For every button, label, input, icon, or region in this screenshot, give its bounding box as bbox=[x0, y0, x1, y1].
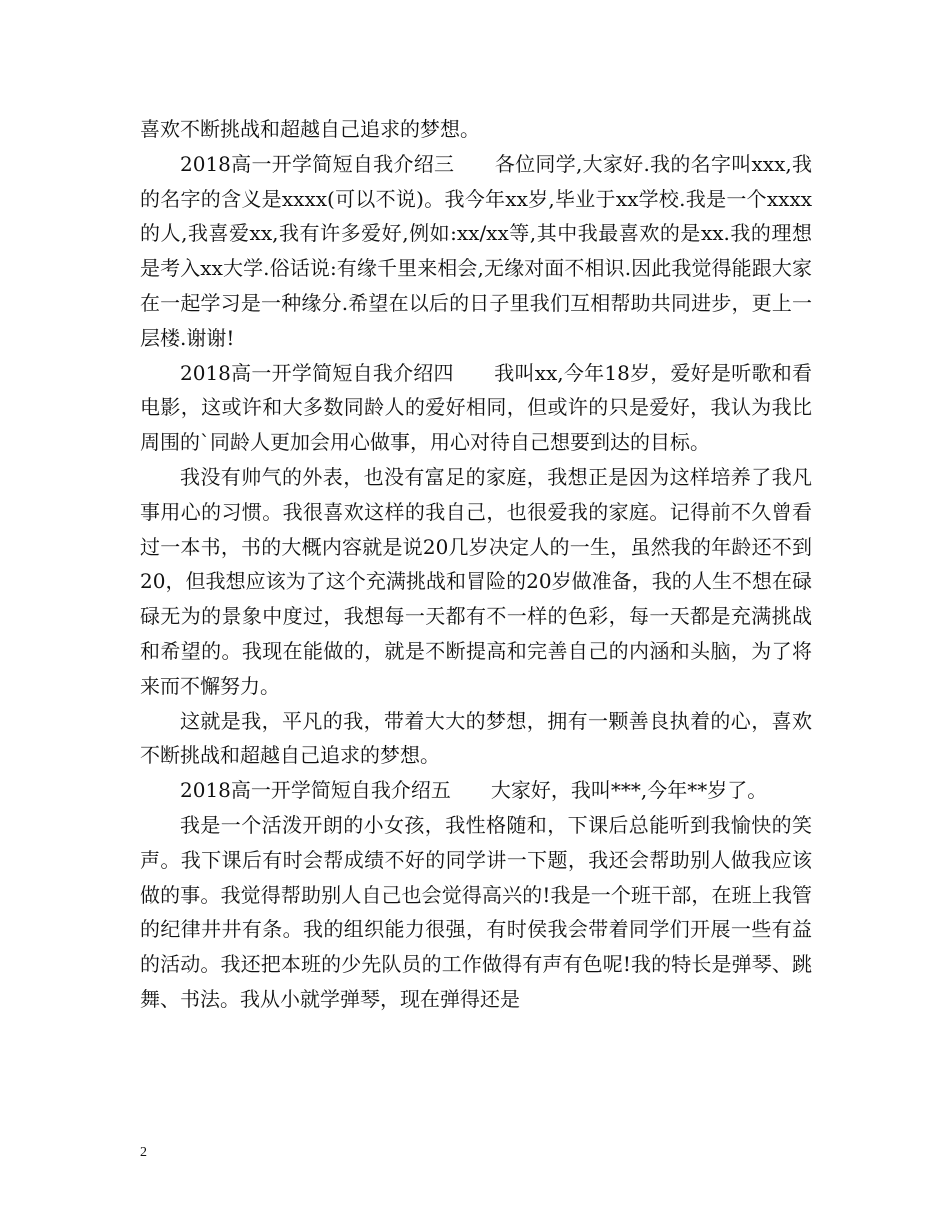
paragraph-continuation: 喜欢不断挑战和超越自己追求的梦想。 bbox=[140, 117, 480, 141]
paragraph-intro-three: 2018高一开学简短自我介绍三 各位同学,大家好.我的名字叫xxx,我的名字的含义是xxxx(可以不说)。我今年xx岁,毕业于xx学校.我是一个xxxx的人,我喜爱xx,我有许多爱好,例如:xx/xx等,其中我最喜欢的是xx.我的理想是考入xx大学.俗话说:有缘千里来相会,无缘对面不相识.因此我觉得能跟大家在一起学习是一种缘分.希望在以后的日子里我们互相帮助共同进步，更上一层楼.谢谢! bbox=[140, 151, 812, 350]
paragraph-intro-four: 2018高一开学简短自我介绍四 我叫xx,今年18岁，爱好是听歌和看电影，这或许和大多数同龄人的爱好相同，但或许的只是爱好，我认为我比周围的`同龄人更加会用心做事，用心对待自己想要到达的目标。 bbox=[140, 360, 812, 455]
paragraph-intro-four-detail: 我没有帅气的外表，也没有富足的家庭，我想正是因为这样培养了我凡事用心的习惯。我很喜欢这样的我自己，也很爱我的家庭。记得前不久曾看过一本书，书的大概内容就是说20几岁决定人的一生，虽然我的年龄还不到20，但我想应该为了这个充满挑战和冒险的20岁做准备，我的人生不想在碌碌无为的景象中度过，我想每一天都有不一样的色彩，每一天都是充满挑战和希望的。我现在能做的，就是不断提高和完善自己的内涵和头脑，为了将来而不懈努力。 bbox=[140, 464, 812, 698]
paragraph-intro-five: 2018高一开学简短自我介绍五 大家好，我叫***,今年**岁了。 bbox=[180, 778, 768, 803]
document-body bbox=[140, 112, 812, 1017]
paragraph-intro-five-detail: 我是一个活泼开朗的小女孩，我性格随和，下课后总能听到我愉快的笑声。我下课后有时会帮成绩不好的同学讲一下题，我还会帮助别人做我应该做的事。我觉得帮助别人自己也会觉得高兴的!我是一个班干部，在班上我管的纪律井井有条。我的组织能力很强，有时侯我会带着同学们开展一些有益的活动。我还把本班的少先队员的工作做得有声有色呢!我的特长是弹琴、跳舞、书法。我从小就学弹琴，现在弹得还是 bbox=[140, 812, 812, 1011]
paragraph-intro-four-closing: 这就是我，平凡的我，带着大大的梦想，拥有一颗善良执着的心，喜欢不断挑战和超越自己追求的梦想。 bbox=[140, 708, 812, 768]
page-number: 2 bbox=[140, 1145, 147, 1160]
